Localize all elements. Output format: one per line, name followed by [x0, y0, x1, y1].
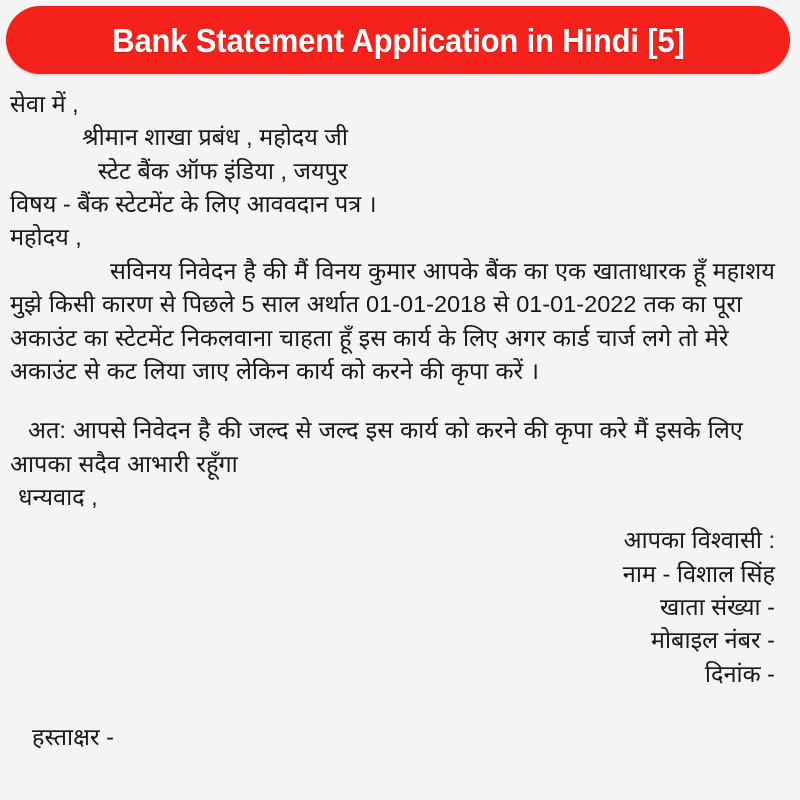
letter-body-paragraph: सविनय निवेदन है की मैं विनय कुमार आपके बैंक का एक खाताधारक हूँ महाशय मुझे किसी कारण से पिछले 5 साल अर्थात 01-01-2018 से 01-01-2022 तक का पूरा अकाउंट का स्टेटमेंट निकलवाना चाहता हूँ इस कार्य के लिए अगर कार्ड चार्ज लगे तो मेरे अकाउंट से कट लिया जाए लेकिन कार्य को करने की कृपा करें ।	[10, 257, 775, 384]
header-banner	[6, 6, 790, 74]
page-title: Bank Statement Application in Hindi [5]	[111, 21, 685, 59]
signature-spacer	[10, 691, 788, 721]
signature-label: हस्ताक्षर -	[32, 724, 114, 751]
letter-recipient-line-1: श्रीमान शाखा प्रबंध , महोदय जी	[82, 124, 348, 151]
closing-name: नाम - विशाल सिंह	[622, 560, 775, 587]
letter-body	[0, 74, 800, 754]
closing-block	[10, 524, 788, 691]
header-banner-wrapper	[0, 0, 800, 74]
closing-date: दिनांक -	[704, 660, 775, 687]
letter-to-line: सेवा में ,	[10, 91, 79, 117]
closing-account-number: खाता संख्या -	[659, 594, 775, 621]
letter-request-paragraph: अत: आपसे निवेदन है की जल्द से जल्द इस कार्य को करने की कृपा करे मैं इसके लिए आपका सदैव आभारी रहूँगा	[10, 417, 743, 477]
letter-recipient-line-2: स्टेट बैंक ऑफ इंडिया , जयपुर	[98, 157, 348, 184]
closing-spacer	[10, 514, 788, 524]
closing-yours-faithfully: आपका विश्वासी :	[623, 527, 775, 554]
letter-subject-line: विषय - बैंक स्टेटमेंट के लिए आववदान पत्र ।	[10, 191, 377, 218]
letter-thanks-line: धन्यवाद ,	[18, 483, 98, 510]
letter-salutation: महोदय ,	[10, 224, 82, 251]
paragraph-spacer	[10, 388, 788, 414]
closing-mobile-number: मोबाइल नंबर -	[650, 627, 775, 654]
